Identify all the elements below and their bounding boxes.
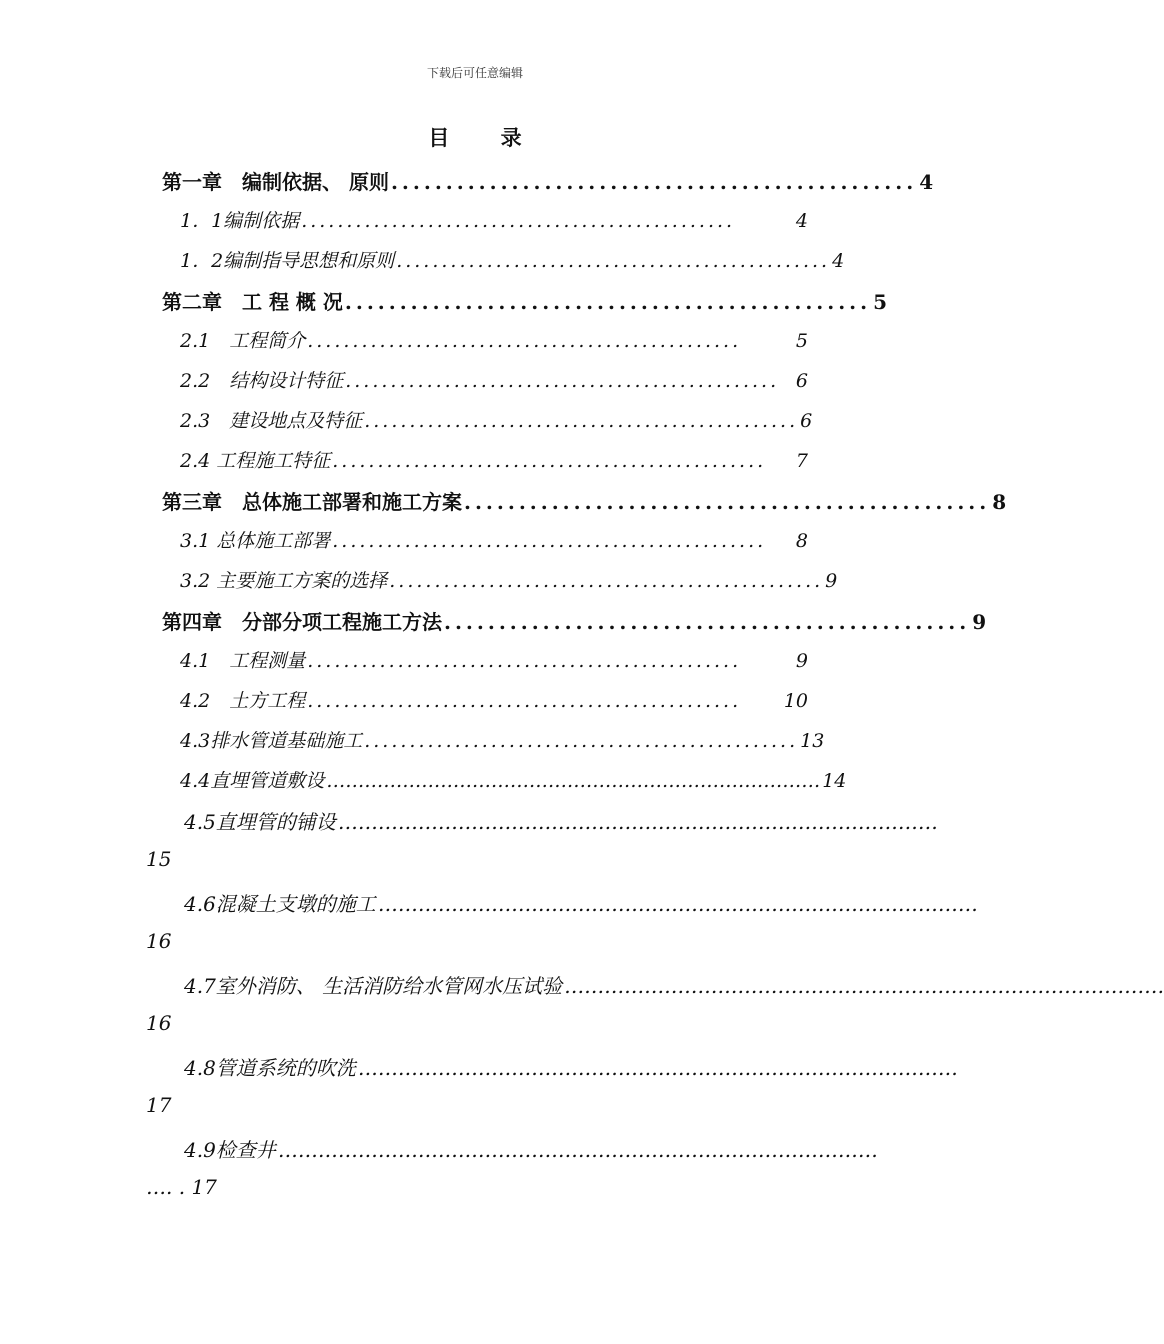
toc-entry-chapter-4[interactable]: [162, 606, 987, 635]
toc-entry-page: 7: [795, 450, 808, 472]
dot-leader: ................................................: [390, 170, 918, 194]
header-note: 下载后可任意编辑: [426, 66, 523, 80]
toc-entry-2-2[interactable]: [180, 366, 808, 393]
toc-entry-text: 4.6混凝土支墩的施工: [184, 892, 376, 916]
dot-leader: ................................................: [301, 210, 736, 232]
toc-entry-page: 9: [795, 650, 808, 672]
dot-leader: ................................................: [307, 690, 742, 712]
toc-entry-text: 4.8管道系统的吹洗: [184, 1056, 356, 1080]
dot-leader: ................................................: [345, 370, 780, 392]
toc-entry-page: 6: [795, 370, 808, 392]
dot-leader: ................................................: [396, 250, 831, 272]
toc-entry-text: 4.4直埋管道敷设: [180, 770, 325, 792]
toc-entry-text: 4.1 工程测量: [180, 650, 306, 672]
toc-entry-text: 第一章 编制依据、 原则: [162, 170, 389, 194]
dot-leader: ................................................: [332, 530, 767, 552]
dot-leader: …. .: [146, 1175, 192, 1199]
dot-leader: ………………………………………………………………………………: [377, 892, 978, 916]
dot-leader: ………………………………………………………………………………: [277, 1138, 878, 1162]
toc-entry-text: 2.1 工程简介: [180, 330, 306, 352]
toc-entry-page: 4: [795, 210, 808, 232]
dot-leader: ................................................: [464, 490, 991, 514]
toc-entry-chapter-2[interactable]: [162, 286, 888, 315]
toc-entry-4-9[interactable]: [184, 1134, 878, 1163]
dot-leader: ................................................: [307, 330, 742, 352]
toc-entry-1-2[interactable]: [180, 246, 845, 273]
toc-entry-page: 10: [783, 690, 808, 712]
dot-leader: ................................................: [364, 410, 799, 432]
toc-entry-text: 4.9检查井: [184, 1138, 276, 1162]
toc-entry-4-7[interactable]: [184, 970, 1164, 999]
dot-leader: ………………………………………………………………………………: [564, 974, 1164, 998]
dot-leader: ................................................: [364, 730, 799, 752]
toc-entry-4-2[interactable]: [180, 686, 808, 713]
toc-entry-4-4[interactable]: [180, 766, 847, 793]
toc-entry-4-6[interactable]: [184, 888, 978, 917]
toc-entry-page: 8: [992, 490, 1007, 514]
toc-entry-text: 1．2编制指导思想和原则: [180, 250, 395, 272]
toc-entry-page: 8: [795, 530, 808, 552]
dot-leader: ................................................: [307, 650, 742, 672]
toc-entry-page: 6: [800, 410, 813, 432]
dot-leader: ................................................: [332, 450, 767, 472]
toc-entry-page-wrapped: 16: [146, 929, 172, 953]
toc-entry-4-5[interactable]: [184, 806, 938, 835]
dot-leader: ................................................: [344, 290, 872, 314]
toc-entry-text: 第四章 分部分项工程施工方法: [162, 610, 442, 634]
toc-entry-page: 14: [822, 770, 847, 792]
toc-entry-page: 5: [873, 290, 888, 314]
toc-entry-text: 4.5直埋管的铺设: [184, 810, 336, 834]
toc-entry-page: 17: [191, 1175, 217, 1199]
dot-leader: ................................................: [444, 610, 971, 634]
toc-entry-text: 3.1 总体施工部署: [180, 530, 331, 552]
toc-entry-page: 4: [832, 250, 845, 272]
toc-entry-page: 4: [919, 170, 934, 194]
toc-entry-text: 2.3 建设地点及特征: [180, 410, 363, 432]
toc-entry-text: 4.3排水管道基础施工: [180, 730, 363, 752]
dot-leader: ………………………………………………………………………………: [337, 810, 938, 834]
toc-entry-page: 9: [972, 610, 987, 634]
toc-title: 目 录: [428, 125, 544, 150]
toc-entry-page-wrapped: 16: [146, 1011, 172, 1035]
toc-entry-text: 4.7室外消防、 生活消防给水管网水压试验: [184, 974, 563, 998]
toc-entry-page-wrapped: [146, 1175, 217, 1199]
toc-entry-page-wrapped: 17: [146, 1093, 172, 1117]
toc-entry-4-1[interactable]: [180, 646, 808, 673]
toc-entry-page-wrapped: 15: [146, 847, 172, 871]
toc-entry-text: 3.2 主要施工方案的选择: [180, 570, 388, 592]
toc-entry-2-4[interactable]: [180, 446, 808, 473]
toc-entry-text: 2.4 工程施工特征: [180, 450, 331, 472]
toc-entry-1-1[interactable]: [180, 206, 808, 233]
dot-leader: ................................................: [389, 570, 824, 592]
dot-leader: ……………………………………………………………………: [326, 770, 821, 792]
toc-entry-3-2[interactable]: [180, 566, 838, 593]
toc-entry-page: 9: [825, 570, 838, 592]
toc-entry-text: 2.2 结构设计特征: [180, 370, 344, 392]
toc-entry-text: 4.2 土方工程: [180, 690, 306, 712]
toc-entry-text: 1．1编制依据: [180, 210, 300, 232]
toc-entry-2-1[interactable]: [180, 326, 808, 353]
toc-entry-2-3[interactable]: [180, 406, 813, 433]
toc-entry-page: 13: [800, 730, 825, 752]
toc-entry-text: 第三章 总体施工部署和施工方案: [162, 490, 462, 514]
toc-entry-chapter-1[interactable]: [162, 166, 934, 195]
toc-entry-text: 第二章 工 程 概 况: [162, 290, 343, 314]
toc-entry-chapter-3[interactable]: [162, 486, 1007, 515]
toc-entry-4-3[interactable]: [180, 726, 825, 753]
toc-entry-4-8[interactable]: [184, 1052, 958, 1081]
dot-leader: ………………………………………………………………………………: [357, 1056, 958, 1080]
toc-entry-page: 5: [795, 330, 808, 352]
toc-entry-3-1[interactable]: [180, 526, 808, 553]
